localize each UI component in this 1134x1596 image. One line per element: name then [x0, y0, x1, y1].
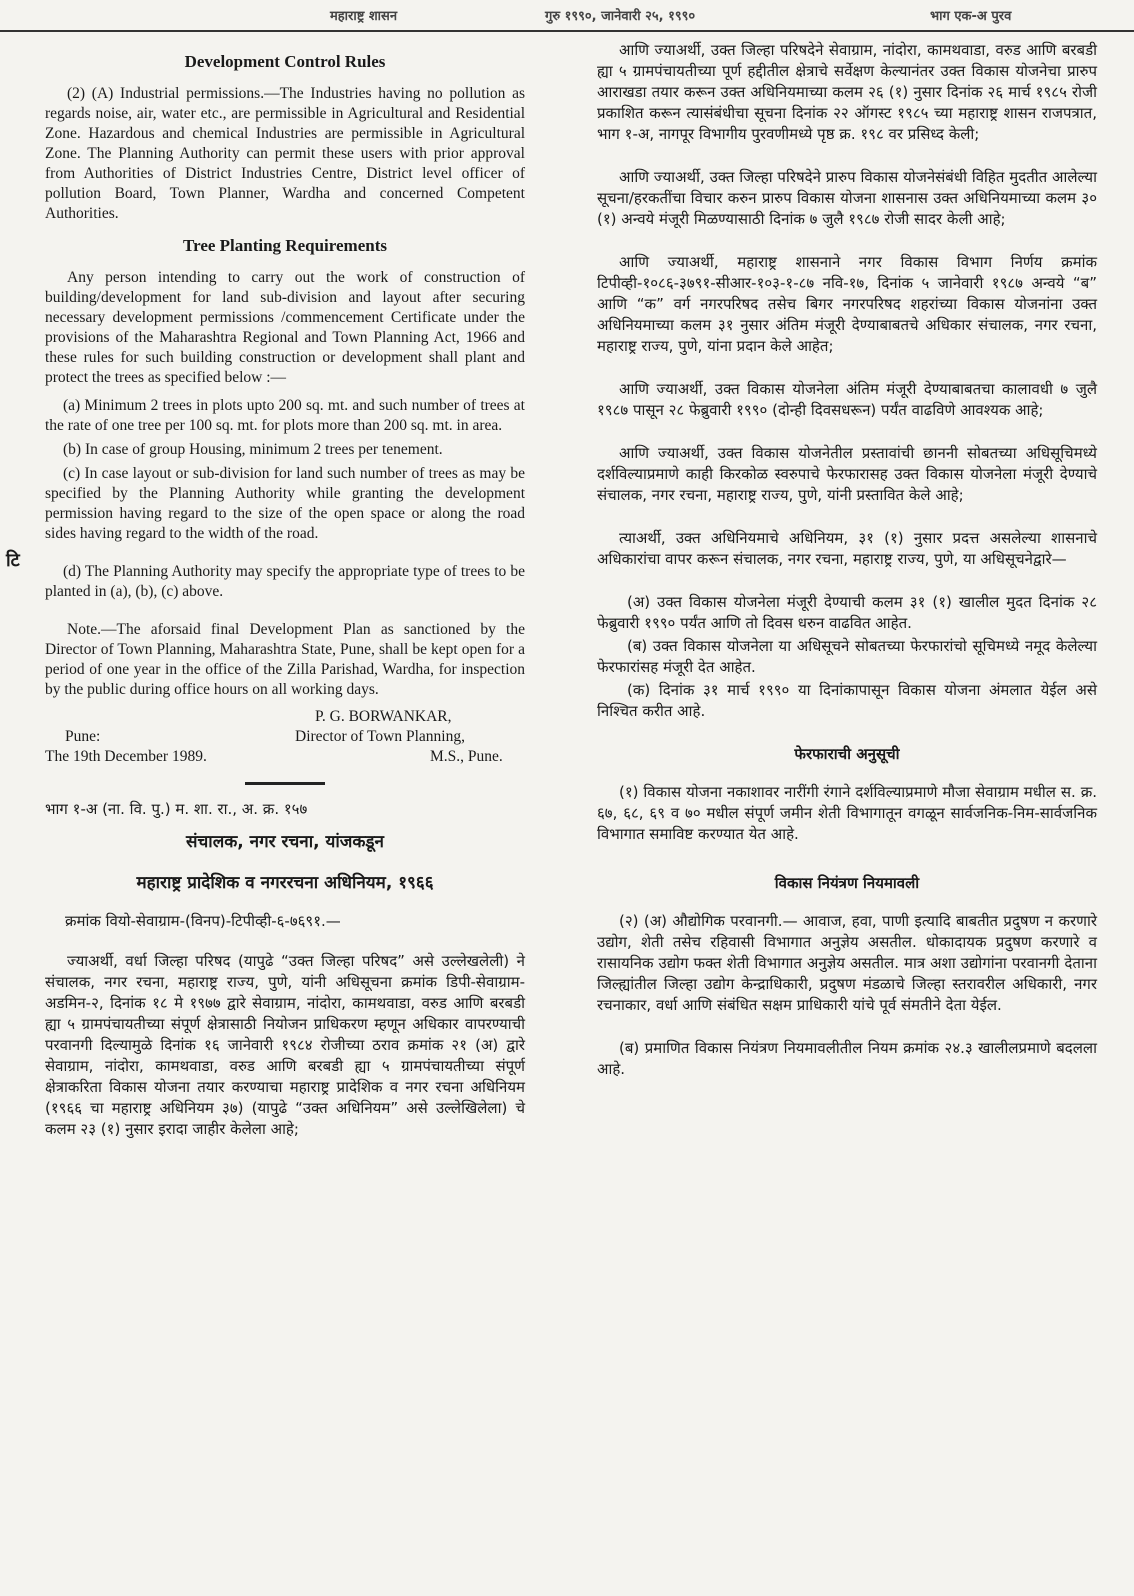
- heading-tree-planting: Tree Planting Requirements: [183, 236, 387, 255]
- signatory-name: P. G. BORWANKAR,: [315, 708, 452, 725]
- heading-development-control-rules: Development Control Rules: [184, 52, 386, 71]
- decision-item-b: (ब) उक्त विकास योजनेला या अधिसूचने सोबतच्या फेरफारांचो सूचिमध्ये नमूद केलेल्या फेरफारांसह मंजूरी देत आहेत.: [597, 637, 1097, 676]
- decision-list: [597, 592, 1097, 722]
- marathi-paragraph-3: आणि ज्याअर्थी, उक्त जिल्हा परिषदेने प्रारुप विकास योजनेसंबंधी विहित मुदतीत आलेल्या सूचना/हरकतींचा विचार करुन प्रारुप विकास योजना शासनास उक्त अधिनियमाच्या कलम ३० (१) अन्वये मंजूरी मिळण्यासाठी दिनांक ७ जुलै १९८७ रोजी सादर केली आहे;: [597, 168, 1097, 228]
- signatory-title: Director of Town Planning,: [295, 728, 465, 745]
- marathi-paragraph-9: (२) (अ) औद्योगिक परवानगी.— आवाज, हवा, पाणी इत्यादि बाबतीत प्रदुषण न करणारे उद्योग, शेती तसेच रहिवासी विभागात अनुज्ञेय असतील. धोकादायक प्रदुषण करणारे व रासायनिक उद्योग फक्त शेती विभागात अनुज्ञेय असतील. मात्र अशा उद्योगांना परवानगी देताना जिल्ह्यांतील जिल्हा उद्योग केन्द्राधिकारी, प्रदुषण मंडळाचे जिल्हा स्तरावरील अधिकारी, नगर रचनाकार, वर्धा आणि संबंधित सक्षम प्राधिकारी यांचे पूर्व संमतीने देता येईल.: [597, 912, 1097, 1014]
- marathi-paragraph-10: (ब) प्रमाणित विकास नियंत्रण नियमावलीतील नियम क्रमांक २४.३ खालीलप्रमाणे बदलला आहे.: [597, 1039, 1097, 1078]
- section-divider: [245, 782, 325, 785]
- margin-mark: टि: [6, 550, 20, 571]
- tree-item-c: (c) In case layout or sub-division for land such number of trees as may be specified by the Planning Authority while granting the development permission having regard to the size of the open space or along the road sides having regard to the width of the road.: [45, 465, 525, 542]
- marathi-paragraph-6: आणि ज्याअर्थी, उक्त विकास योजनेतील प्रस्तावांची छाननी सोबतच्या अधिसूचिमध्ये दर्शविल्याप्रमाणे काही किरकोळ स्वरुपाचे फेरफारासह उक्त विकास योजनेला मंजूरी देण्याचे संचालक, नगर रचना, महाराष्ट्र राज्य, पुणे, यांनी प्रस्तावित केले आहे;: [597, 444, 1097, 504]
- heading-development-control-regulations: विकास नियंत्रण नियमावली: [774, 874, 920, 892]
- right-column: [597, 40, 1097, 1088]
- signature-place: Pune:: [65, 728, 101, 745]
- marathi-paragraph-8: (१) विकास योजना नकाशावर नारींगी रंगाने दर्शविल्याप्रमाणे मौजा सेवाग्राम मधील स. क्र. ६७, ६८, ६९ व ७० मधील संपूर्ण जमीन शेती विभागातून वगळून सार्वजनिक-निम-सार्वजनिक विभागात समाविष्ट करण्यात येत आहे.: [597, 783, 1097, 843]
- marathi-paragraph-2: आणि ज्याअर्थी, उक्त जिल्हा परिषदेने सेवाग्राम, नांदोरा, कामथवाडा, वरुड आणि बरबडी ह्या ५ ग्रामपंचायतीच्या पूर्ण हद्दीतील क्षेत्राचे सर्वेक्षण केल्यानंतर उक्त विकास योजनेचा प्रारुप आराखडा तयार करून उक्त अधिनियमाच्या कलम २६ (१) नुसार दिनांक २६ मार्च १९८५ रोजी प्रकाशित करून त्यासंबंधीचा सूचना दिनांक २२ ऑगस्ट १९८५ च्या महाराष्ट्र शासन राजपत्रात, भाग १-अ, नागपूर विभागीय पुरवणीमध्ये पृष्ठ क्र. १९८ वर प्रसिध्द केली;: [597, 41, 1097, 143]
- marathi-section-left: [45, 799, 525, 1140]
- header-part-text: भाग एक-अ पुरव: [930, 9, 1012, 24]
- decision-item-c: (क) दिनांक ३१ मार्च १९९० या दिनांकापासून विकास योजना अंमलात येईल असे निश्चित करीत आहे.: [597, 681, 1097, 720]
- decision-item-a: (अ) उक्त विकास योजनेला मंजूरी देण्याची कलम ३१ (१) खालील मुदत दिनांक २८ फेब्रुवारी १९९० पर्यंत आणि तो दिवस धरुन वाढवित आहेत.: [597, 593, 1097, 632]
- signatory-office: M.S., Pune.: [430, 748, 503, 765]
- signature-date: The 19th December 1989.: [45, 748, 207, 765]
- paragraph-industrial-permissions: (2) (A) Industrial permissions.—The Industries having no pollution as regards noise, air, water etc., are permissible in Agricultural and Residential Zone. Hazardous and chemical Industries are permissible in Agricultural Zone. The Planning Authority can permit these users with prior approval from Authorities of District Industries Centre, District level officer of pollution Board, Town Planner, Wardha and concerned Competent Authorities.: [45, 85, 525, 222]
- tree-item-a: (a) Minimum 2 trees in plots upto 200 sq. mt. and such number of trees at the rate of one tree per 100 sq. mt. for plots more than 200 sq. mt. in area.: [45, 397, 525, 434]
- marathi-paragraph-1: ज्याअर्थी, वर्धा जिल्हा परिषद (यापुढे “उक्त जिल्हा परिषद” असे उल्लेखलेली) ने संचालक, नगर रचना, महाराष्ट्र राज्य, पुणे, यांनी अधिसूचना क्रमांक डिपी-सेवाग्राम-अडमिन-२, दिनांक १८ मे १९७७ द्वारे सेवाग्राम, नांदोरा, कामथवाडा, वरुड आणि बरबडी ह्या ५ ग्रामपंचायतीच्या संपूर्ण क्षेत्रासाठी नियोजन प्राधिकरण म्हणून अधिकार वापरण्याची परवानगी दिल्यामुळे दिनांक १६ जानेवारी १९८४ रोजीच्या ठराव क्रमांक २१ (अ) द्वारे सेवाग्राम, नांदोरा, कामथवाडा, वरुड आणि बरबडी ह्या ५ ग्रामपंचायतीच्या संपूर्ण क्षेत्राकरिता विकास योजना तयार करण्याचा महाराष्ट्र प्रादेशिक व नगर रचना अधिनियम (१९६६ चा महाराष्ट्र अधिनियम ३७) (यापुढे “उक्त अधिनियम” असे उल्लेखिलेला) चे कलम २३ (१) नुसार इरादा जाहीर केलेला आहे;: [45, 952, 525, 1138]
- page-header: [0, 0, 1134, 32]
- marathi-paragraph-5: आणि ज्याअर्थी, उक्त विकास योजनेला अंतिम मंजूरी देण्याबाबतचा कालावधी ७ जुलै १९८७ पासून २८ फेब्रुवारी १९९० (दोन्ही दिवसधरून) पर्यंत वाढविणे आवश्यक आहे;: [597, 380, 1097, 419]
- marathi-paragraph-4: आणि ज्याअर्थी, महाराष्ट्र शासनाने नगर विकास विभाग निर्णय क्रमांक टिपीव्ही-१०८६-३७९१-सीआर-१०३-१-८७ नवि-१७, दिनांक ५ जानेवारी १९८७ अन्वये “ब” आणि “क” वर्ग नगरपरिषद तसेच बिगर नगरपरिषद शहरांच्या विकास योजनांना उक्त अधिनियमाच्या कलम ३१ नुसार अंतिम मंजूरी देण्याबाबतचे अधिकार संचालक, नगर रचना, महाराष्ट्र राज्य, पुणे, यांना प्रदान केले आहेत;: [597, 253, 1097, 355]
- english-section: [45, 52, 525, 770]
- header-left-text: महाराष्ट्र शासन: [330, 9, 398, 24]
- tree-item-d: (d) The Planning Authority may specify the appropriate type of trees to be planted in (a), (b), (c) above.: [45, 563, 525, 600]
- header-date-text: गुरु १९९०, जानेवारी २५, १९९०: [545, 9, 696, 24]
- marathi-paragraph-7: त्याअर्थी, उक्त अधिनियमाचे अधिनियम, ३१ (१) नुसार प्रदत्त असलेल्या शासनाचे अधिकारांचा वापर करून संचालक, नगर रचना, महाराष्ट्र राज्य, पुणे, या अधिसूचनेद्वारे—: [597, 529, 1097, 568]
- reference-line: भाग १-अ (ना. वि. पु.) म. शा. रा., अ. क्र. १५७: [45, 800, 308, 818]
- order-number: क्रमांक वियो-सेवाग्राम-(विनप)-टिपीव्ही-६-७६९१.—: [65, 912, 341, 930]
- left-column: [45, 40, 525, 1148]
- heading-act-1966: महाराष्ट्र प्रादेशिक व नगररचना अधिनियम, १९६६: [136, 873, 434, 893]
- heading-schedule-of-modifications: फेरफाराची अनुसूची: [794, 745, 900, 763]
- signature-block: [45, 708, 525, 770]
- tree-item-b: (b) In case of group Housing, minimum 2 trees per tenement.: [63, 441, 443, 458]
- paragraph-tree-planting: Any person intending to carry out the work of construction of building/development for land sub-division and layout after securing necessary development permissions /commencement Certificate under the provisions of the Maharashtra Regional and Town Planning Act, 1966 and these rules for such building construction or development shall plant and protect the trees as specified below :—: [45, 269, 525, 386]
- paragraph-note: Note.—The aforsaid final Development Plan as sanctioned by the Director of Town Planning, Maharashtra State, Pune, shall be kept open for a period of one year in the office of the Zilla Parishad, Wardha, for inspection by the public during office hours on all working days.: [45, 621, 525, 698]
- heading-director-town-planning: संचालक, नगर रचना, यांजकडून: [186, 832, 384, 852]
